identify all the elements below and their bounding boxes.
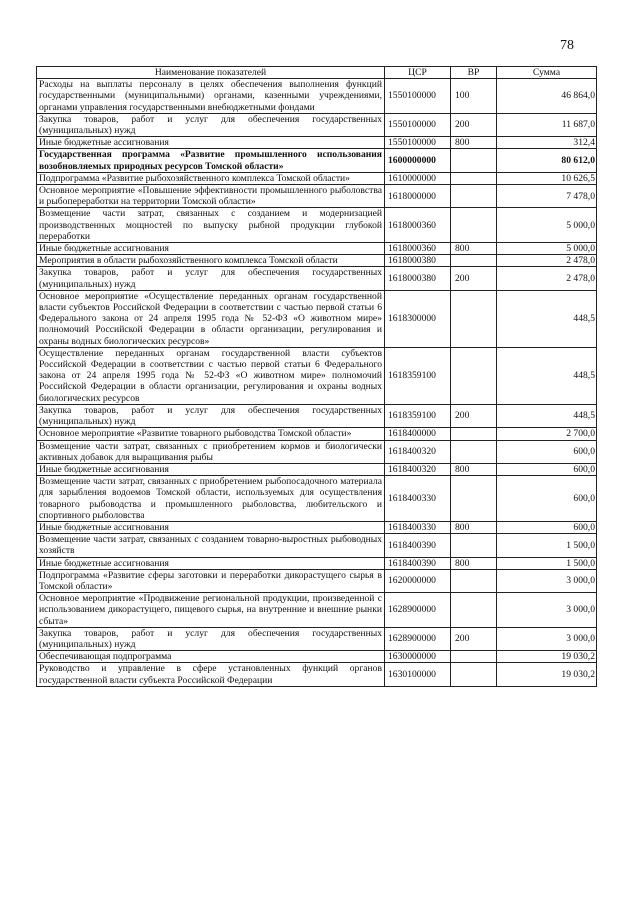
row-name-cell: Закупка товаров, работ и услуг для обеспечения государственных (муниципальных) нужд xyxy=(37,627,385,650)
table-row xyxy=(37,651,597,663)
header-vr: ВР xyxy=(451,67,497,79)
header-csr: ЦСР xyxy=(385,67,451,79)
table-row xyxy=(37,255,597,267)
row-sum-cell: 600,0 xyxy=(497,521,597,533)
row-sum-cell: 3 000,0 xyxy=(497,627,597,650)
row-csr-cell: 1618400320 xyxy=(385,463,451,475)
row-csr-cell: 1630000000 xyxy=(385,651,451,663)
table-row xyxy=(37,476,597,522)
row-csr-cell: 1618000360 xyxy=(385,243,451,255)
table-row xyxy=(37,267,597,290)
table-row xyxy=(37,172,597,184)
row-sum-cell: 3 000,0 xyxy=(497,593,597,628)
row-sum-cell: 312,4 xyxy=(497,137,597,149)
row-vr-cell: 800 xyxy=(451,137,497,149)
row-name-cell: Основное мероприятие «Осуществление переданных органам государственной власти субъектов Российской Федерации в соответствии с частью первой статьи 6 Федерального закона от 24 апреля 1995 года № 52-ФЗ «О животном мире» полномочий Российской Федерации в области организации, регулирования и охраны водных биологических ресурсов» xyxy=(37,290,385,347)
row-sum-cell: 448,5 xyxy=(497,347,597,404)
row-vr-cell: 800 xyxy=(451,243,497,255)
table-row xyxy=(37,347,597,404)
table-row xyxy=(37,463,597,475)
row-vr-cell xyxy=(451,663,497,686)
row-sum-cell: 10 626,5 xyxy=(497,172,597,184)
row-csr-cell: 1618359100 xyxy=(385,347,451,404)
row-sum-cell: 2 478,0 xyxy=(497,255,597,267)
table-row xyxy=(37,137,597,149)
table-row xyxy=(37,185,597,208)
table-row xyxy=(37,569,597,592)
row-csr-cell: 1618400320 xyxy=(385,440,451,463)
row-name-cell: Закупка товаров, работ и услуг для обеспечения государственных (муниципальных) нужд xyxy=(37,404,385,427)
row-vr-cell: 200 xyxy=(451,267,497,290)
header-sum: Сумма xyxy=(497,67,597,79)
row-sum-cell: 19 030,2 xyxy=(497,663,597,686)
row-vr-cell xyxy=(451,347,497,404)
row-sum-cell: 5 000,0 xyxy=(497,243,597,255)
page-number: 78 xyxy=(560,38,574,53)
table-row xyxy=(37,113,597,136)
row-name-cell: Иные бюджетные ассигнования xyxy=(37,243,385,255)
table-row xyxy=(37,593,597,628)
row-name-cell: Руководство и управление в сфере установленных функций органов государственной власти субъекта Российской Федерации xyxy=(37,663,385,686)
row-vr-cell: 200 xyxy=(451,113,497,136)
row-csr-cell: 1618000000 xyxy=(385,185,451,208)
row-vr-cell: 100 xyxy=(451,79,497,114)
row-vr-cell xyxy=(451,569,497,592)
row-vr-cell: 800 xyxy=(451,521,497,533)
row-name-cell: Подпрограмма «Развитие сферы заготовки и переработки дикорастущего сырья в Томской области» xyxy=(37,569,385,592)
row-csr-cell: 1618400390 xyxy=(385,557,451,569)
row-csr-cell: 1600000000 xyxy=(385,149,451,172)
row-vr-cell xyxy=(451,534,497,557)
table-row xyxy=(37,557,597,569)
row-sum-cell: 11 687,0 xyxy=(497,113,597,136)
row-vr-cell xyxy=(451,172,497,184)
row-name-cell: Основное мероприятие «Развитие товарного рыбоводства Томской области» xyxy=(37,428,385,440)
table-row xyxy=(37,521,597,533)
row-vr-cell xyxy=(451,255,497,267)
budget-table xyxy=(36,66,597,687)
table-row xyxy=(37,428,597,440)
row-csr-cell: 1550100000 xyxy=(385,137,451,149)
row-sum-cell: 1 500,0 xyxy=(497,557,597,569)
row-name-cell: Основное мероприятие «Продвижение региональной продукции, произведенной с использованием дикорастущего, пищевого сырья, на внутренние и внешние рынки сбыта» xyxy=(37,593,385,628)
row-csr-cell: 1618000380 xyxy=(385,255,451,267)
row-vr-cell: 800 xyxy=(451,463,497,475)
row-sum-cell: 600,0 xyxy=(497,440,597,463)
row-csr-cell: 1618359100 xyxy=(385,404,451,427)
row-name-cell: Возмещение части затрат, связанных с приобретением рыбопосадочного материала для зарыбления водоемов Томской области, используемых для осуществления товарного рыбоводства и промышленного рыболовства, любительского и спортивного рыболовства xyxy=(37,476,385,522)
row-vr-cell xyxy=(451,208,497,243)
table-row xyxy=(37,534,597,557)
table-header-row xyxy=(37,67,597,79)
table-row xyxy=(37,404,597,427)
row-name-cell: Иные бюджетные ассигнования xyxy=(37,137,385,149)
table-row xyxy=(37,208,597,243)
row-name-cell: Иные бюджетные ассигнования xyxy=(37,557,385,569)
table-row xyxy=(37,627,597,650)
row-name-cell: Государственная программа «Развитие промышленного использования возобновляемых природных ресурсов Томской области» xyxy=(37,149,385,172)
table-row xyxy=(37,290,597,347)
row-csr-cell: 1618400390 xyxy=(385,534,451,557)
row-name-cell: Возмещение части затрат, связанных с приобретением кормов и биологически активных добавок для выращивания рыбы xyxy=(37,440,385,463)
row-csr-cell: 1610000000 xyxy=(385,172,451,184)
row-sum-cell: 2 700,0 xyxy=(497,428,597,440)
row-csr-cell: 1618400000 xyxy=(385,428,451,440)
row-name-cell: Основное мероприятие «Повышение эффективности промышленного рыболовства и рыбопереработки на территории Томской области» xyxy=(37,185,385,208)
row-sum-cell: 19 030,2 xyxy=(497,651,597,663)
row-name-cell: Закупка товаров, работ и услуг для обеспечения государственных (муниципальных) нужд xyxy=(37,113,385,136)
row-csr-cell: 1618400330 xyxy=(385,476,451,522)
row-sum-cell: 600,0 xyxy=(497,463,597,475)
row-sum-cell: 46 864,0 xyxy=(497,79,597,114)
row-sum-cell: 448,5 xyxy=(497,290,597,347)
row-vr-cell xyxy=(451,476,497,522)
table-row xyxy=(37,440,597,463)
row-vr-cell: 800 xyxy=(451,557,497,569)
row-csr-cell: 1630100000 xyxy=(385,663,451,686)
row-vr-cell xyxy=(451,593,497,628)
row-csr-cell: 1620000000 xyxy=(385,569,451,592)
row-csr-cell: 1618300000 xyxy=(385,290,451,347)
row-vr-cell xyxy=(451,428,497,440)
row-vr-cell xyxy=(451,440,497,463)
row-vr-cell xyxy=(451,290,497,347)
row-csr-cell: 1618000380 xyxy=(385,267,451,290)
row-csr-cell: 1550100000 xyxy=(385,79,451,114)
row-name-cell: Осуществление переданных органам государственной власти субъектов Российской Федерации в соответствии с частью первой статьи 6 Федерального закона от 24 апреля 1995 года № 52-ФЗ «О животном мире» полномочий Российской Федерации в области организации, регулирования и охраны водных биологических ресурсов xyxy=(37,347,385,404)
row-name-cell: Мероприятия в области рыбохозяйственного комплекса Томской области xyxy=(37,255,385,267)
table-row xyxy=(37,663,597,686)
row-csr-cell: 1628900000 xyxy=(385,627,451,650)
table-row xyxy=(37,149,597,172)
row-vr-cell xyxy=(451,651,497,663)
row-name-cell: Подпрограмма «Развитие рыбохозяйственного комплекса Томской области» xyxy=(37,172,385,184)
row-name-cell: Иные бюджетные ассигнования xyxy=(37,463,385,475)
row-vr-cell xyxy=(451,149,497,172)
table-row xyxy=(37,243,597,255)
row-name-cell: Обеспечивающая подпрограмма xyxy=(37,651,385,663)
row-csr-cell: 1618000360 xyxy=(385,208,451,243)
row-name-cell: Возмещение части затрат, связанных с созданием и модернизацией производственных мощностей по выпуску рыбной продукции глубокой переработки xyxy=(37,208,385,243)
row-csr-cell: 1550100000 xyxy=(385,113,451,136)
row-name-cell: Закупка товаров, работ и услуг для обеспечения государственных (муниципальных) нужд xyxy=(37,267,385,290)
row-sum-cell: 7 478,0 xyxy=(497,185,597,208)
row-sum-cell: 2 478,0 xyxy=(497,267,597,290)
row-csr-cell: 1618400330 xyxy=(385,521,451,533)
row-name-cell: Иные бюджетные ассигнования xyxy=(37,521,385,533)
row-sum-cell: 3 000,0 xyxy=(497,569,597,592)
row-sum-cell: 5 000,0 xyxy=(497,208,597,243)
row-name-cell: Расходы на выплаты персоналу в целях обеспечения выполнения функций государственными (муниципальными) органами, казенными учреждениями, органами управления государственными внебюджетными фондами xyxy=(37,79,385,114)
row-vr-cell: 200 xyxy=(451,404,497,427)
table-row xyxy=(37,79,597,114)
row-sum-cell: 80 612,0 xyxy=(497,149,597,172)
header-name: Наименование показателей xyxy=(37,67,385,79)
row-vr-cell xyxy=(451,185,497,208)
row-vr-cell: 200 xyxy=(451,627,497,650)
row-name-cell: Возмещение части затрат, связанных с созданием товарно-выростных рыбоводных хозяйств xyxy=(37,534,385,557)
row-csr-cell: 1628900000 xyxy=(385,593,451,628)
row-sum-cell: 600,0 xyxy=(497,476,597,522)
row-sum-cell: 1 500,0 xyxy=(497,534,597,557)
row-sum-cell: 448,5 xyxy=(497,404,597,427)
